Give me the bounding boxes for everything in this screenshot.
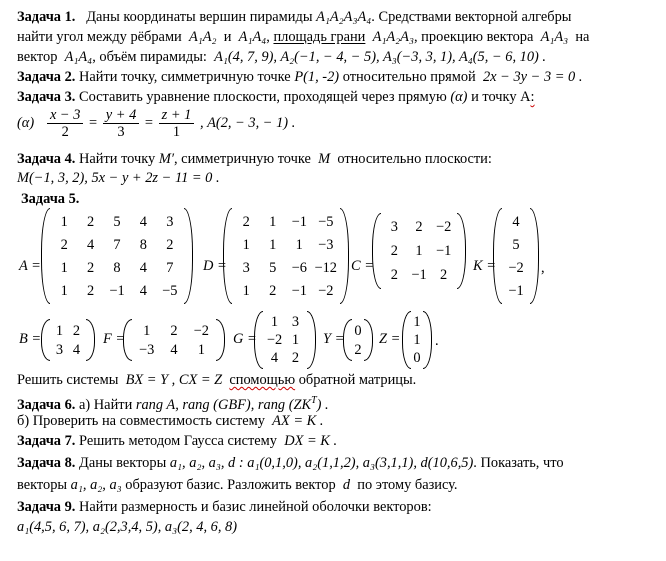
matrix-k-cell: 4 [512,213,520,230]
vector-a1a3: A₁A₃ [540,29,569,45]
task3-line2 [17,105,295,141]
right-paren [307,311,316,369]
task6-b: б) Проверить на совместимость систему [17,413,265,429]
task8-line1 [17,454,564,472]
matrix-k-cell: −2 [508,259,524,276]
matrix-k-cell: −1 [508,282,524,299]
matrix-a-cell: −1 [109,282,125,299]
task1-l2j: на [575,29,590,45]
matrix-a-cell: 7 [113,236,121,253]
ranks-end: ) . [316,396,329,413]
task1-l2h: , проекцию вектора [413,29,534,45]
matrix-c-cell: 2 [415,219,423,235]
task7-title: Задача 7. [17,433,76,449]
matrix-d-cell: −2 [318,282,334,299]
task4-text: Найти точку [79,151,156,167]
left-paren [372,213,381,289]
matrix-d-label: D = [203,258,227,274]
matrix-d-cell: −6 [291,259,307,276]
matrix-z-cell: 1 [413,314,421,330]
matrix-d-cell: 2 [242,213,250,230]
matrix-f-label: F = [103,331,126,347]
matrix-f-cell: −2 [193,322,209,339]
matrix-a-cell: 5 [113,213,121,230]
task9-text: Найти размерность и базис линейной оболочки векторов: [79,499,432,515]
matrix-c-cell: 3 [390,219,398,235]
matrix-c-cell: −1 [436,243,452,259]
task8-title: Задача 8. [17,455,76,471]
matrix-g-cell: 2 [291,350,300,366]
task5-title: Задача 5. [21,191,80,207]
matrix-g-cell: 1 [270,314,279,330]
matrix-d-cell: 1 [269,213,277,230]
task1-line3 [17,48,546,66]
task7-line [17,432,337,450]
pyramid-name: A₁A₂A₃A₄ [316,9,372,25]
task8-text: Даны векторы [79,455,167,471]
matrix-g-label: G = [233,331,257,347]
face-a1a2a3: A₁A₂A₃ [372,29,414,45]
matrix-a-cell: 2 [60,236,68,253]
fraction-x [47,107,84,140]
system-ax-k: AX = K . [272,413,324,429]
matrix-c-cell: 1 [415,243,423,259]
vectors-list: a₁, a₂, a₃, d : [169,455,244,471]
task3-line1 [17,88,535,106]
task3-text2: и точку А [471,89,531,105]
fraction-y [103,107,140,140]
matrix-k-label: K = [473,258,496,274]
matrix-z-cell: 1 [413,332,421,348]
matrix-f [123,319,225,361]
matrix-c-label: C = [351,258,374,274]
task1-l2f: площадь грани [273,29,366,45]
matrix-a-cell: 2 [86,282,95,299]
matrix-g-cell: 3 [291,314,300,330]
matrix-z-label: Z = [379,331,401,347]
point-m: M [318,151,331,167]
matrix-d [223,208,349,304]
matrix-k [493,208,539,304]
task1-text-a: Даны координаты вершин пирамиды [86,9,313,25]
task1-l3a: вектор [17,49,58,65]
matrix-d-cell: −1 [291,213,307,230]
matrix-a-cell: −5 [162,282,178,299]
task1-line1 [17,8,571,26]
right-paren [364,319,373,361]
left-paren [402,311,411,369]
ranks-expr: rang A, rang (GBF), rang (ZK [135,396,312,413]
right-paren [457,213,466,289]
task1-line2 [17,28,589,46]
matrix-a-cell: 8 [113,259,121,276]
task1-l2a: найти угол между рёбрами [17,29,182,45]
task8-l2a: векторы [17,477,68,493]
right-paren [86,319,95,361]
right-paren [340,208,349,304]
frac-y-den: 3 [117,124,125,141]
fraction-z [159,107,195,140]
line-alpha-label: (α) [17,115,35,131]
matrix-b [41,319,95,361]
task1-text-c: . Средствами векторной алгебры [371,9,572,25]
solve-method: обратной матрицы. [298,372,417,388]
right-paren [423,311,432,369]
solve-systems: BX = Y , CX = Z [125,372,223,388]
line-equation: 2x − 3y − 3 = 0 . [482,69,583,85]
left-paren [254,311,263,369]
matrix-c-cell: 2 [390,243,398,259]
matrix-b-cell: 2 [72,322,81,339]
task5-solve [17,371,416,389]
matrix-d-cell: −3 [318,236,334,253]
matrix-y-cell: 0 [354,322,362,339]
task1-title: Задача 1. [17,9,76,25]
matrix-c-cell: −1 [411,267,427,283]
task1-l2c: и [223,29,232,45]
task8-l2c: образуют базис. Разложить вектор [125,477,336,493]
task3-title: Задача 3. [17,89,76,105]
frac-y-num: y + 4 [103,107,140,124]
matrix-z [402,311,432,369]
matrix-a-label: A = [19,258,41,274]
matrix-a-cell: 4 [139,213,147,230]
matrix-a-cell: 4 [86,236,95,253]
solve-text: Решить системы [17,372,119,388]
right-paren [184,208,193,304]
matrix-d-cell: 1 [242,282,250,299]
task3-text: Составить уравнение плоскости, проходящей через прямую [79,89,447,105]
matrix-c-cell: −2 [436,219,452,235]
matrix-z-cell: 0 [413,350,421,366]
point-m-prime: M′ [158,151,174,167]
matrix-c [372,213,466,289]
frac-x-den: 2 [61,124,69,141]
edge-a1a2: A₁A₂ [188,29,217,45]
task6-title: Задача 6. [17,396,76,413]
matrix-d-cell: −5 [318,213,334,230]
matrix-k-cell: 5 [512,236,520,253]
plane-alpha: (α) [450,89,468,105]
task4-title: Задача 4. [17,151,76,167]
matrix-k-comma: , [541,260,545,276]
vector-a1a4: A₁A₄ [64,49,93,65]
matrix-a-cell: 8 [139,236,147,253]
left-paren [41,208,50,304]
matrix-a-cell: 2 [86,259,95,276]
task6-a: а) Найти [79,396,133,413]
matrix-g-cell: 1 [291,332,300,348]
task9-vectors: a₁(4,5, 6, 7), a₂(2,3,4, 5), a₃(2, 4, 6, 8) [17,519,238,535]
task4-text3: относительно плоскости: [337,151,492,167]
left-paren [123,319,132,361]
matrix-y-label: Y = [323,331,345,347]
matrix-g-cell: 4 [270,350,279,366]
eq-sign-2: = [144,115,154,131]
vector-d: d [342,477,351,493]
matrix-a-cell: 2 [166,236,174,253]
matrix-b-label: B = [19,331,42,347]
matrix-f-cell: −3 [139,341,155,358]
transpose-sup: T [311,395,317,406]
matrix-a-cell: 1 [60,282,68,299]
matrix-y [343,319,373,361]
matrix-z-period: . [435,333,439,349]
task4-line2: M(−1, 3, 2), 5x − y + 2z − 11 = 0 . [17,170,220,186]
task7-text: Решить методом Гаусса систему [79,433,277,449]
task1-l2e: , [266,29,270,45]
matrix-f-cell: 2 [170,322,178,339]
matrix-f-cell: 1 [143,322,151,339]
matrix-d-cell: 3 [242,259,250,276]
task2-line [17,68,582,86]
right-paren [530,208,539,304]
matrix-d-cell: 2 [269,282,277,299]
matrix-b-cell: 1 [55,322,64,339]
matrix-d-cell: −12 [314,259,337,276]
task6-line2 [17,412,323,430]
left-paren [41,319,50,361]
task8-l2e: по этому базису. [357,477,458,493]
matrix-a-cell: 4 [139,282,147,299]
matrix-a-cell: 2 [86,213,95,230]
frac-x-num: x − 3 [47,107,84,124]
vectors-coords: a₁(0,1,0), a₂(1,1,2), a₃(3,1,1), d(10,6,5) [247,455,474,471]
task4-text2: , симметричную точке [173,151,311,167]
matrix-d-cell: 5 [269,259,277,276]
point-p: P(1, -2) [294,69,340,85]
edge-a1a4: A₁A₄ [238,29,267,45]
matrix-d-cell: 1 [269,236,277,253]
solve-with: спомощью [229,372,296,388]
matrix-f-cell: 1 [197,341,205,358]
matrix-g [254,311,316,369]
frac-z-num: z + 1 [159,107,195,124]
matrix-a-cell: 1 [60,259,68,276]
task2-title: Задача 2. [17,69,76,85]
task8-line2 [17,476,458,494]
matrix-y-cell: 2 [354,341,362,358]
matrix-d-cell: −1 [291,282,307,299]
matrix-a-cell: 1 [60,213,68,230]
task3-colon: : [530,89,535,105]
matrix-b-cell: 3 [55,341,64,358]
matrix-a-cell: 3 [166,213,174,230]
matrix-a [41,208,193,304]
matrix-f-cell: 4 [170,341,178,358]
point-a: , A(2, − 3, − 1) . [199,115,296,131]
matrix-g-cell: −2 [266,332,283,348]
matrix-d-cell: 1 [242,236,250,253]
matrix-b-cell: 4 [72,341,81,358]
matrix-a-cell: 7 [166,259,174,276]
left-paren [493,208,502,304]
matrix-c-cell: 2 [440,267,448,283]
matrix-d-cell: 1 [295,236,303,253]
eq-sign-1: = [89,115,98,131]
pyramid-vertices: A₁(4, 7, 9), A₂(−1, − 4, − 5), A₃(−3, 3, 1), A₄(5, − 6, 10) . [214,49,547,65]
matrix-a-cell: 4 [139,259,147,276]
task9-title: Задача 9. [17,499,76,515]
task2-text: Найти точку, симметричную точке [79,69,291,85]
matrix-c-cell: 2 [390,267,398,283]
right-paren [216,319,225,361]
frac-z-den: 1 [172,124,181,141]
system-dx-k: DX = K . [284,433,338,449]
task1-l3c: , объём пирамиды: [92,49,207,65]
left-paren [343,319,352,361]
task2-text2: относительно прямой [342,69,476,85]
basis-vectors: a₁, a₂, a₃ [70,477,122,493]
task9-line1 [17,498,432,516]
task4-line1 [17,150,492,168]
task6-line1 [17,392,329,414]
task8-text2: . Показать, что [473,455,564,471]
left-paren [223,208,232,304]
